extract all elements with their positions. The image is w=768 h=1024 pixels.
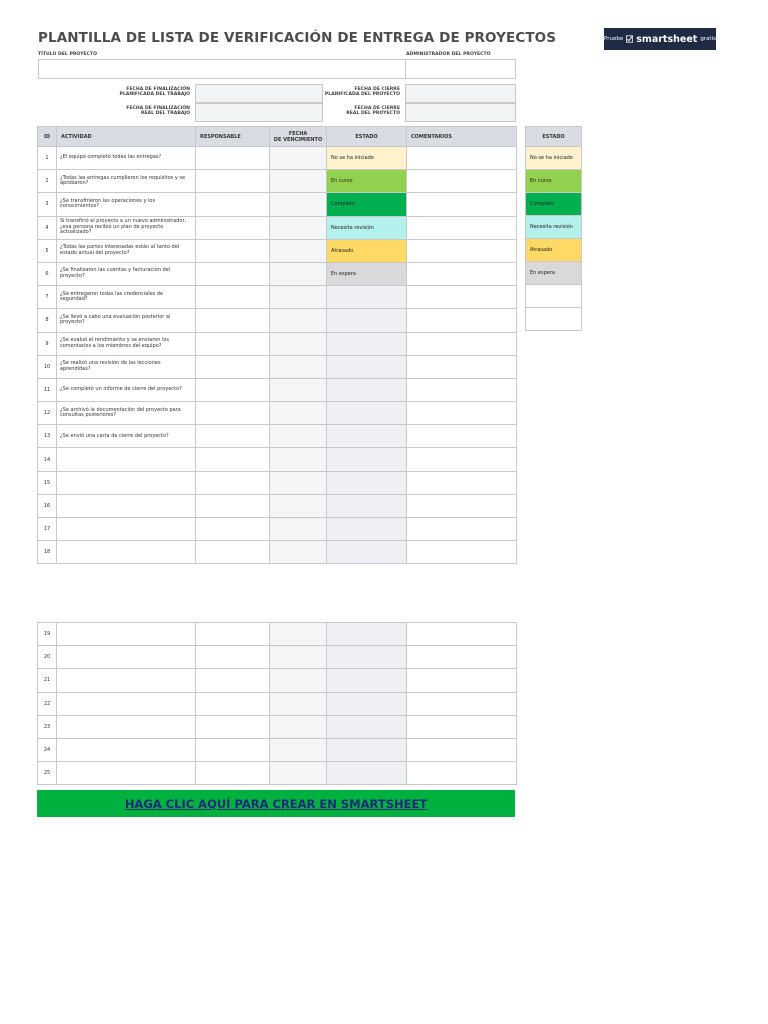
row-activity[interactable]	[57, 623, 196, 646]
row-responsible[interactable]	[196, 170, 270, 193]
table-row	[38, 286, 517, 309]
header-responsible: RESPONSABLE	[196, 127, 270, 147]
row-comments[interactable]	[407, 309, 517, 332]
row-activity[interactable]: Si transfirió el proyecto a un nuevo administrador, ¿esa persona recibió un plan de proyecto actualizado?	[57, 216, 196, 239]
row-status[interactable]: Completo	[327, 193, 407, 216]
row-activity[interactable]: ¿Se completó un informe de cierre del proyecto?	[57, 378, 196, 401]
row-due-date[interactable]	[270, 147, 327, 170]
row-activity[interactable]	[57, 738, 196, 761]
table-row	[38, 309, 517, 332]
row-status[interactable]	[327, 355, 407, 378]
row-due-date[interactable]	[270, 541, 327, 564]
row-status[interactable]	[327, 738, 407, 761]
row-due-date[interactable]	[270, 402, 327, 425]
row-due-date[interactable]	[270, 738, 327, 761]
header-status: ESTADO	[327, 127, 407, 147]
row-activity[interactable]	[57, 762, 196, 785]
row-comments[interactable]	[407, 494, 517, 517]
table-row	[38, 518, 517, 541]
row-activity[interactable]: ¿El equipo completó todas las entregas?	[57, 147, 196, 170]
row-id: 3	[38, 193, 57, 216]
table-row	[38, 262, 517, 285]
table-row	[38, 738, 517, 761]
row-responsible[interactable]	[196, 216, 270, 239]
row-activity[interactable]	[57, 448, 196, 471]
row-status[interactable]	[327, 541, 407, 564]
smartsheet-logo-icon	[626, 35, 633, 43]
row-status[interactable]	[327, 448, 407, 471]
row-due-date[interactable]	[270, 448, 327, 471]
row-activity[interactable]: ¿Todas las partes interesadas están al tanto del estado actual del proyecto?	[57, 239, 196, 262]
checklist-table-continued	[37, 622, 517, 785]
row-comments[interactable]	[407, 239, 517, 262]
row-responsible[interactable]	[196, 494, 270, 517]
row-id: 13	[38, 425, 57, 448]
row-id: 12	[38, 402, 57, 425]
legend-item: En espera	[526, 262, 582, 285]
row-id: 14	[38, 448, 57, 471]
table-row	[38, 193, 517, 216]
row-status[interactable]: Atrasado	[327, 239, 407, 262]
row-responsible[interactable]	[196, 541, 270, 564]
row-activity[interactable]: ¿Se envió una carta de cierre del proyecto?	[57, 425, 196, 448]
row-due-date[interactable]	[270, 425, 327, 448]
row-comments[interactable]	[407, 355, 517, 378]
row-comments[interactable]	[407, 541, 517, 564]
table-row	[38, 170, 517, 193]
row-activity[interactable]: ¿Se realizó una revisión de las lecciones aprendidas?	[57, 355, 196, 378]
row-comments[interactable]	[407, 147, 517, 170]
table-row	[38, 448, 517, 471]
header-activity: ACTIVIDAD	[57, 127, 196, 147]
legend-item: Necesita revisión	[526, 216, 582, 239]
row-responsible[interactable]	[196, 669, 270, 692]
row-responsible[interactable]	[196, 425, 270, 448]
row-responsible[interactable]	[196, 355, 270, 378]
banner-prefix: Pruebe	[604, 36, 624, 42]
project-manager-input[interactable]	[405, 59, 516, 79]
row-id: 10	[38, 355, 57, 378]
row-responsible[interactable]	[196, 402, 270, 425]
row-comments[interactable]	[407, 216, 517, 239]
legend-item: No se ha iniciado	[526, 147, 582, 170]
row-responsible[interactable]	[196, 715, 270, 738]
legend-item	[526, 285, 582, 308]
row-due-date[interactable]	[270, 239, 327, 262]
planned-close-label: FECHA DE CIERRE PLANIFICADA DEL PROYECTO	[324, 87, 400, 98]
row-activity[interactable]: ¿Se llevó a cabo una evaluación posterior al proyecto?	[57, 309, 196, 332]
row-activity[interactable]: ¿Se evaluó el rendimiento y se enviaron los comentarios a los miembros del equipo?	[57, 332, 196, 355]
row-due-date[interactable]	[270, 692, 327, 715]
table-row	[38, 646, 517, 669]
row-activity[interactable]	[57, 669, 196, 692]
row-responsible[interactable]	[196, 448, 270, 471]
row-status[interactable]: En curso	[327, 170, 407, 193]
row-due-date[interactable]	[270, 309, 327, 332]
row-due-date[interactable]	[270, 762, 327, 785]
row-id: 1	[38, 147, 57, 170]
row-activity[interactable]: ¿Todas las entregas cumplieron los requisitos y se aprobaron?	[57, 170, 196, 193]
row-comments[interactable]	[407, 448, 517, 471]
table-row	[38, 494, 517, 517]
smartsheet-banner[interactable]	[604, 28, 716, 50]
table-row	[38, 669, 517, 692]
row-responsible[interactable]	[196, 762, 270, 785]
row-responsible[interactable]	[196, 309, 270, 332]
row-due-date[interactable]	[270, 623, 327, 646]
row-status[interactable]: No se ha iniciado	[327, 147, 407, 170]
row-activity[interactable]: ¿Se transfirieron las operaciones y los conocimientos?	[57, 193, 196, 216]
row-id: 5	[38, 239, 57, 262]
row-id: 15	[38, 471, 57, 494]
row-status[interactable]	[327, 623, 407, 646]
row-id: 11	[38, 378, 57, 401]
row-id: 6	[38, 262, 57, 285]
row-due-date[interactable]	[270, 494, 327, 517]
row-due-date[interactable]	[270, 216, 327, 239]
row-id: 16	[38, 494, 57, 517]
table-row	[38, 332, 517, 355]
row-due-date[interactable]	[270, 518, 327, 541]
row-id: 25	[38, 762, 57, 785]
actual-end-label: FECHA DE FINALIZACIÓN REAL DEL TRABAJO	[126, 106, 190, 117]
row-activity[interactable]	[57, 715, 196, 738]
row-responsible[interactable]	[196, 262, 270, 285]
row-comments[interactable]	[407, 518, 517, 541]
row-comments[interactable]	[407, 646, 517, 669]
row-activity[interactable]	[57, 541, 196, 564]
row-status[interactable]	[327, 332, 407, 355]
row-activity[interactable]	[57, 646, 196, 669]
table-row	[38, 692, 517, 715]
table-row	[38, 216, 517, 239]
status-legend	[525, 126, 582, 331]
row-status[interactable]: Necesita revisión	[327, 216, 407, 239]
row-comments[interactable]	[407, 692, 517, 715]
row-status[interactable]	[327, 286, 407, 309]
row-responsible[interactable]	[196, 147, 270, 170]
row-responsible[interactable]	[196, 646, 270, 669]
row-responsible[interactable]	[196, 738, 270, 761]
row-comments[interactable]	[407, 332, 517, 355]
row-id: 21	[38, 669, 57, 692]
row-comments[interactable]	[407, 471, 517, 494]
table-row	[38, 762, 517, 785]
header-id: ID	[38, 127, 57, 147]
row-responsible[interactable]	[196, 623, 270, 646]
create-in-smartsheet-link[interactable]	[37, 790, 515, 817]
row-status[interactable]	[327, 402, 407, 425]
row-id: 18	[38, 541, 57, 564]
table-row	[38, 541, 517, 564]
row-status[interactable]	[327, 425, 407, 448]
row-activity[interactable]: ¿Se entregaron todas las credenciales de seguridad?	[57, 286, 196, 309]
row-status[interactable]	[327, 518, 407, 541]
row-comments[interactable]	[407, 738, 517, 761]
table-row	[38, 378, 517, 401]
legend-item: En curso	[526, 170, 582, 193]
table-row	[38, 715, 517, 738]
row-id: 7	[38, 286, 57, 309]
row-activity[interactable]: ¿Se archivó la documentación del proyecto para consultas posteriores?	[57, 402, 196, 425]
legend-item: Atrasado	[526, 239, 582, 262]
table-header-row	[38, 127, 517, 147]
row-due-date[interactable]	[270, 355, 327, 378]
legend-item: Completo	[526, 193, 582, 216]
row-due-date[interactable]	[270, 471, 327, 494]
row-responsible[interactable]	[196, 471, 270, 494]
row-status[interactable]	[327, 715, 407, 738]
table-row	[38, 147, 517, 170]
row-activity[interactable]: ¿Se finalizaron las cuentas y facturación del proyecto?	[57, 262, 196, 285]
row-responsible[interactable]	[196, 286, 270, 309]
table-row	[38, 402, 517, 425]
row-status[interactable]	[327, 762, 407, 785]
row-activity[interactable]	[57, 494, 196, 517]
row-responsible[interactable]	[196, 518, 270, 541]
row-responsible[interactable]	[196, 332, 270, 355]
header-due-date: FECHA DE VENCIMIENTO	[270, 127, 327, 147]
row-id: 23	[38, 715, 57, 738]
row-activity[interactable]	[57, 692, 196, 715]
page-title: PLANTILLA DE LISTA DE VERIFICACIÓN DE ENTREGA DE PROYECTOS	[38, 30, 557, 46]
row-status[interactable]	[327, 471, 407, 494]
table-row	[38, 471, 517, 494]
row-id: 9	[38, 332, 57, 355]
project-title-input[interactable]	[38, 59, 406, 79]
table-row	[38, 425, 517, 448]
row-comments[interactable]	[407, 286, 517, 309]
planned-close-input[interactable]	[405, 84, 516, 103]
row-comments[interactable]	[407, 669, 517, 692]
row-comments[interactable]	[407, 762, 517, 785]
row-activity[interactable]	[57, 471, 196, 494]
row-comments[interactable]	[407, 193, 517, 216]
project-title-label: TÍTULO DEL PROYECTO	[38, 52, 97, 57]
table-row	[38, 355, 517, 378]
row-id: 19	[38, 623, 57, 646]
row-status[interactable]: En espera	[327, 262, 407, 285]
banner-suffix: gratis	[700, 36, 716, 42]
row-id: 24	[38, 738, 57, 761]
row-due-date[interactable]	[270, 669, 327, 692]
row-id: 20	[38, 646, 57, 669]
row-comments[interactable]	[407, 170, 517, 193]
row-due-date[interactable]	[270, 262, 327, 285]
row-comments[interactable]	[407, 623, 517, 646]
row-comments[interactable]	[407, 402, 517, 425]
row-status[interactable]	[327, 669, 407, 692]
row-id: 22	[38, 692, 57, 715]
actual-close-label: FECHA DE CIERRE REAL DEL PROYECTO	[346, 106, 400, 117]
row-due-date[interactable]	[270, 332, 327, 355]
planned-end-label: FECHA DE FINALIZACIÓN PLANIFICADA DEL TRABAJO	[119, 87, 190, 98]
row-status[interactable]	[327, 494, 407, 517]
row-id: 4	[38, 216, 57, 239]
table-row	[38, 623, 517, 646]
row-activity[interactable]	[57, 518, 196, 541]
row-status[interactable]	[327, 692, 407, 715]
row-status[interactable]	[327, 646, 407, 669]
cta-label: HAGA CLIC AQUÍ PARA CREAR EN SMARTSHEET	[124, 796, 428, 811]
row-due-date[interactable]	[270, 193, 327, 216]
row-due-date[interactable]	[270, 715, 327, 738]
row-due-date[interactable]	[270, 170, 327, 193]
row-responsible[interactable]	[196, 239, 270, 262]
row-comments[interactable]	[407, 715, 517, 738]
row-comments[interactable]	[407, 425, 517, 448]
checklist-table	[37, 126, 517, 564]
row-status[interactable]	[327, 378, 407, 401]
legend-header: ESTADO	[526, 127, 582, 147]
row-due-date[interactable]	[270, 646, 327, 669]
row-responsible[interactable]	[196, 193, 270, 216]
row-comments[interactable]	[407, 378, 517, 401]
table-row	[38, 239, 517, 262]
legend-item	[526, 308, 582, 331]
row-comments[interactable]	[407, 262, 517, 285]
actual-close-input[interactable]	[405, 103, 516, 122]
row-id: 2	[38, 170, 57, 193]
banner-brand: smartsheet	[636, 33, 698, 45]
row-responsible[interactable]	[196, 378, 270, 401]
row-responsible[interactable]	[196, 692, 270, 715]
row-due-date[interactable]	[270, 286, 327, 309]
row-due-date[interactable]	[270, 378, 327, 401]
row-status[interactable]	[327, 309, 407, 332]
project-manager-label: ADMINISTRADOR DEL PROYECTO	[406, 52, 491, 57]
header-comments: COMENTARIOS	[407, 127, 517, 147]
row-id: 17	[38, 518, 57, 541]
row-id: 8	[38, 309, 57, 332]
